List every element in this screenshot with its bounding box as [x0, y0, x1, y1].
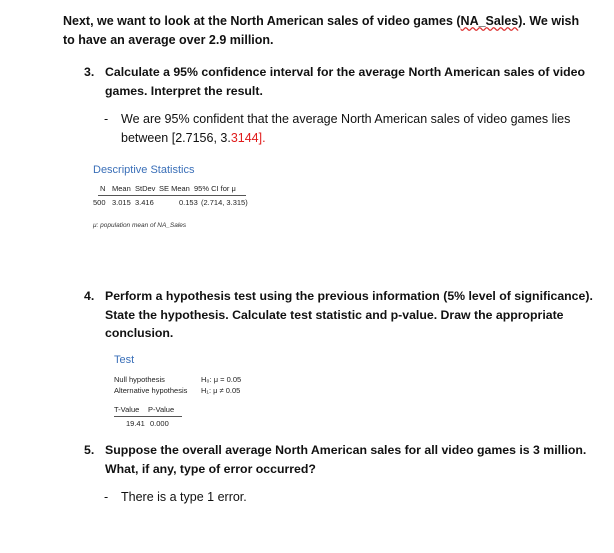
ds-header-ci: 95% CI for μ [194, 184, 236, 193]
answer-3-dash: - [104, 112, 109, 126]
question-3-answer [104, 110, 594, 148]
ds-header-semean: SE Mean [159, 184, 190, 193]
null-hypothesis-label: Null hypothesis [114, 375, 165, 384]
intro-paragraph [63, 12, 583, 50]
ds-cell-stdev: 3.416 [135, 198, 154, 207]
descriptive-statistics-footnote: μ: population mean of NA_Sales [93, 222, 187, 229]
alternative-hypothesis-value: H₁: μ ≠ 0.05 [201, 386, 241, 395]
answer-3-line2 [121, 129, 266, 148]
intro-variable-name: NA_Sales [460, 14, 519, 28]
question-3-line2: games. Interpret the result. [105, 83, 263, 98]
ds-header-n: N [100, 184, 106, 193]
answer-3-upper-bound: 3144] [230, 130, 263, 145]
test-title: Test [114, 354, 135, 366]
question-5-line2: What, if any, type of error occurred? [105, 461, 316, 476]
ds-cell-semean: 0.153 [179, 198, 198, 207]
alternative-hypothesis-label: Alternative hypothesis [114, 386, 188, 395]
answer-3-line2-start: between [2.7156, 3. [121, 130, 231, 145]
answer-3-period: . [262, 130, 266, 145]
p-value-header: P-Value [148, 405, 175, 414]
question-5 [84, 441, 587, 479]
question-5-number: 5. [84, 443, 95, 457]
t-value-header: T-Value [114, 405, 140, 414]
ds-header-rule [98, 195, 246, 196]
question-4 [84, 287, 593, 343]
ds-header-mean: Mean [112, 184, 131, 193]
test-results-table [114, 405, 194, 431]
question-5-line1: Suppose the overall average North American sales for all video games is 3 million. [105, 443, 587, 457]
ds-cell-n: 500 [93, 198, 106, 207]
question-3-number: 3. [84, 65, 95, 79]
t-value-cell: 19.41 [126, 419, 145, 428]
descriptive-statistics-table [93, 184, 253, 224]
question-3-line1: Calculate a 95% confidence interval for the average North American sales of video [105, 65, 585, 79]
question-4-number: 4. [84, 289, 95, 303]
null-hypothesis-value: H₀: μ = 0.05 [201, 375, 242, 384]
ds-cell-mean: 3.015 [112, 198, 131, 207]
intro-text-part1: Next, we want to look at the North American sales of video games ( [63, 14, 461, 28]
question-5-answer [104, 488, 404, 508]
intro-text-part2: ). We wish to have an average over 2.9 million. [63, 14, 580, 47]
question-3 [84, 63, 584, 101]
question-4-line1: Perform a hypothesis test using the previous information (5% level of significance). [105, 289, 593, 303]
ds-cell-ci: (2.714, 3.315) [201, 198, 248, 207]
answer-3-line1: We are 95% confident that the average North American sales of video games lies [121, 112, 571, 126]
p-value-cell: 0.000 [150, 419, 169, 428]
question-4-line2: State the hypothesis. Calculate test statistic and p-value. Draw the appropriate [105, 307, 564, 322]
answer-5-text: There is a type 1 error. [121, 490, 247, 504]
answer-5-dash: - [104, 490, 109, 504]
question-4-line3: conclusion. [105, 326, 174, 340]
ds-header-stdev: StDev [135, 184, 156, 193]
descriptive-statistics-title: Descriptive Statistics [93, 164, 195, 176]
test-header-rule [114, 416, 182, 417]
